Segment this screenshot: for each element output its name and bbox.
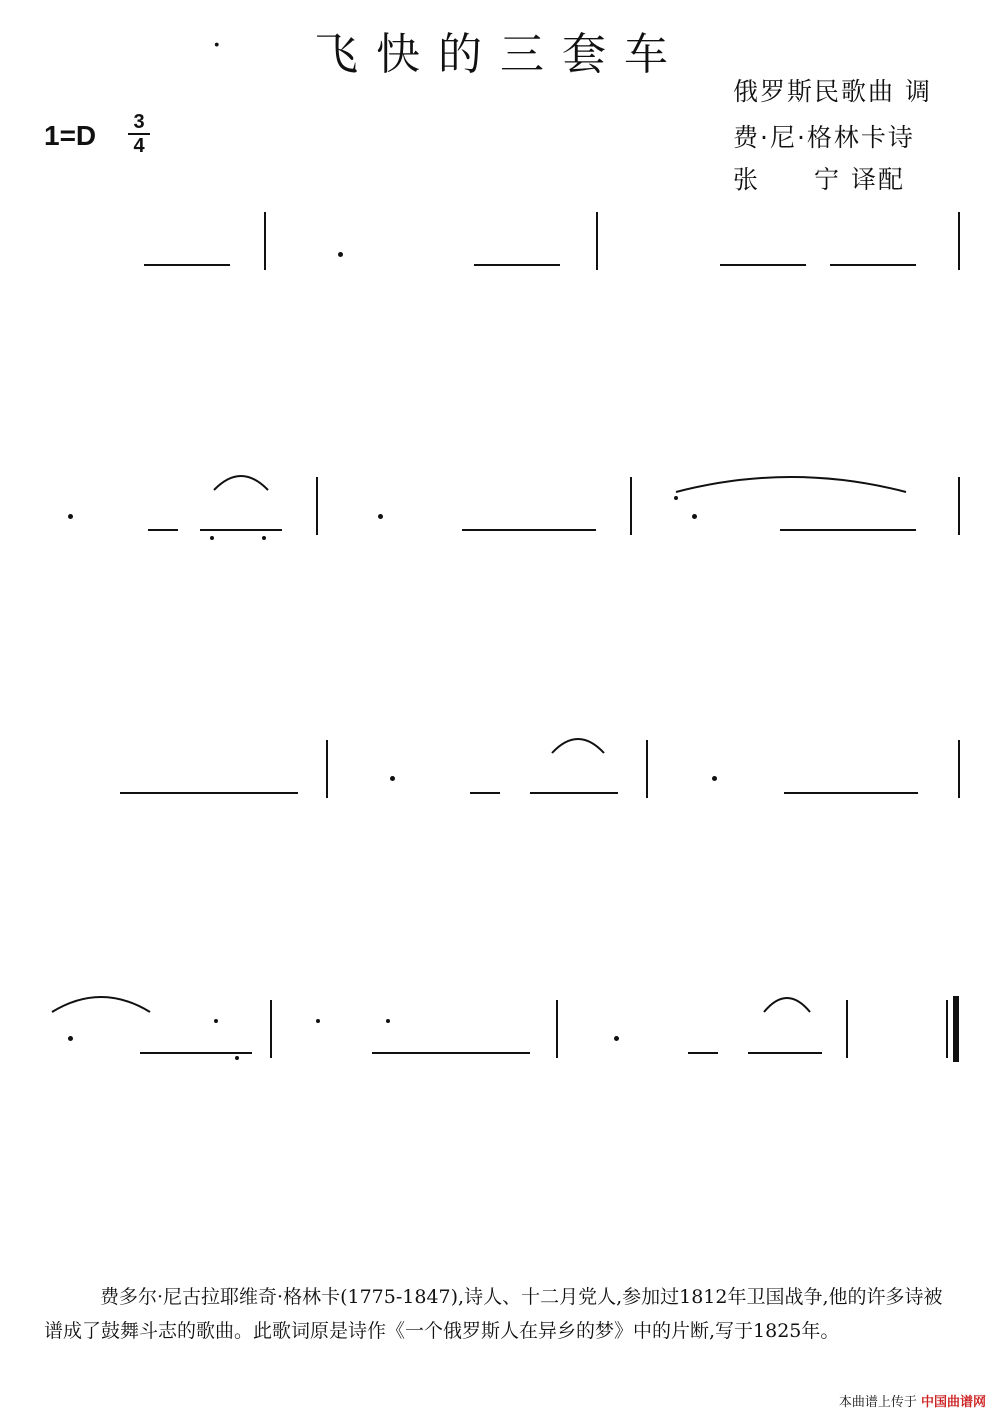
beam-underline [780, 529, 916, 531]
slur-arc [764, 998, 810, 1012]
watermark [839, 1391, 986, 1410]
augmentation-dot [692, 514, 697, 519]
beam-underline [462, 529, 596, 531]
augmentation-dot [378, 514, 383, 519]
augmentation-dot [614, 1036, 619, 1041]
beam-underline [372, 1052, 530, 1054]
beam-underline [748, 1052, 822, 1054]
beam-underline [474, 264, 560, 266]
beam-underline [530, 792, 618, 794]
final-bar-thin [946, 1000, 948, 1058]
bar-line [270, 1000, 272, 1058]
watermark-site: 中国曲谱网 [920, 1395, 986, 1410]
bar-line [556, 1000, 558, 1058]
bar-line [326, 740, 328, 798]
key-signature: 1=D [44, 120, 97, 151]
high-octave-dot [316, 1019, 320, 1023]
bar-line [316, 477, 318, 535]
bar-line [630, 477, 632, 535]
augmentation-dot [68, 1036, 73, 1041]
augmentation-dot [338, 252, 343, 257]
beam-underline [148, 529, 178, 531]
low-octave-dot [210, 536, 214, 540]
low-octave-dot [235, 1056, 239, 1060]
slur-arc [676, 477, 906, 492]
slur-arc [52, 997, 150, 1012]
high-octave-dot [214, 1019, 218, 1023]
bar-line [958, 477, 960, 535]
song-title: 飞快的三套车 [314, 29, 686, 80]
slur-arc [214, 476, 268, 490]
bar-line [846, 1000, 848, 1058]
credit-composer: 俄罗斯民歌曲 调 [733, 77, 932, 106]
beam-underline [688, 1052, 718, 1054]
bar-line [264, 212, 266, 270]
slur-arc [552, 739, 604, 753]
bar-line [958, 740, 960, 798]
bar-line [958, 212, 960, 270]
high-octave-dot [674, 496, 678, 500]
beam-underline [144, 264, 230, 266]
beam-underline [470, 792, 500, 794]
augmentation-dot [68, 514, 73, 519]
credit-translator: 张 宁 译配 [733, 165, 905, 194]
bar-line [596, 212, 598, 270]
footnote: 费多尔·尼古拉耶维奇·格林卡(1775-1847),诗人、十二月党人,参加过1812年卫国战争,他的许多诗被谱成了鼓舞斗志的歌曲。此歌词原是诗作《一个俄罗斯人在异乡的梦》中的片断,写于1825年。 [44, 1286, 943, 1342]
beam-underline [200, 529, 282, 531]
beam-underline [830, 264, 916, 266]
meter-denominator: 4 [133, 135, 145, 157]
beam-underline [140, 1052, 252, 1054]
meter-numerator: 3 [133, 111, 145, 133]
credit-lyricist: 费·尼·格林卡诗 [733, 123, 915, 152]
beam-underline [784, 792, 918, 794]
final-bar-thick [953, 996, 959, 1062]
beam-underline [720, 264, 806, 266]
low-octave-dot [262, 536, 266, 540]
title-dot: · [212, 28, 222, 63]
bar-line [646, 740, 648, 798]
augmentation-dot [390, 776, 395, 781]
watermark-prefix: 本曲谱上传于 [838, 1395, 917, 1410]
high-octave-dot [386, 1019, 390, 1023]
augmentation-dot [712, 776, 717, 781]
beam-underline [120, 792, 298, 794]
